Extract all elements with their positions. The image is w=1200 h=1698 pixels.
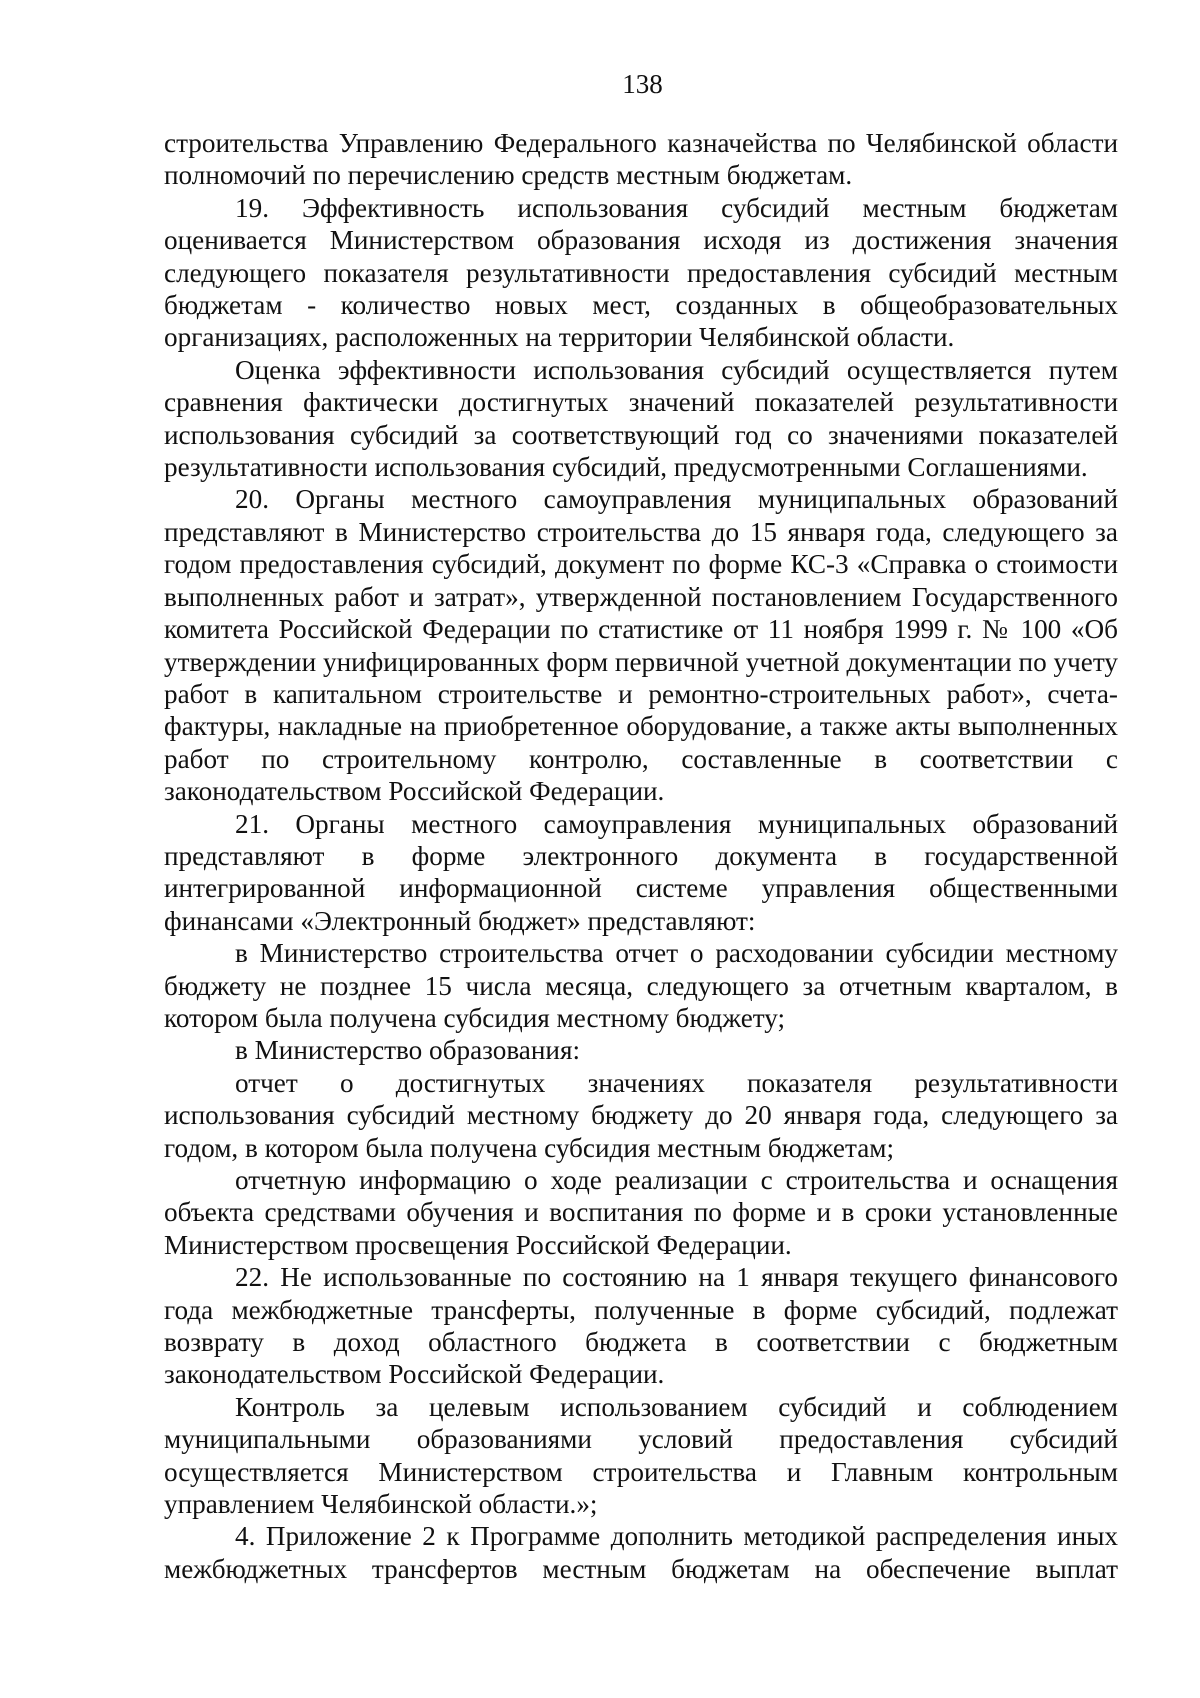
paragraph-p-22: 22. Не использованные по состоянию на 1 января текущего финансового года межбюджетные трансферты, полученные в форме субсидий, подлежат возврату в доход областного бюджета в соответствии с бюджетным законодательством Российской Федерации.	[164, 1262, 1118, 1390]
paragraph-p-19: 19. Эффективность использования субсидий местным бюджетам оценивается Министерством образования исходя из достижения значения следующего показателя результативности предоставления субсидий местным бюджетам - количество новых мест, созданных в общеобразовательных организациях, расположенных на территории Челябинской области.	[164, 192, 1118, 353]
paragraph-p-20: 20. Органы местного самоуправления муниципальных образований представляют в Министерство строительства до 15 января года, следующего за годом предоставления субсидий, документ по форме КС-3 «Справка о стоимости выполненных работ и затрат», утвержденной постановлением Государственного комитета Российской Федерации по статистике от 11 ноября 1999 г. № 100 «Об утверждении унифицированных форм первичной учетной документации по учету работ в капитальном строительстве и ремонтно-строительных работ», счета-фактуры, накладные на приобретенное оборудование, а также акты выполненных работ по строительному контролю, составленные в соответствии с законодательством Российской Федерации.	[164, 484, 1118, 807]
paragraph-p-21-ministry-construction: в Министерство строительства отчет о расходовании субсидии местному бюджету не позднее 15 числа месяца, следующего за отчетным кварталом, в котором была получена субсидия местному бюджету;	[164, 938, 1118, 1033]
paragraph-p-control: Контроль за целевым использованием субсидий и соблюдением муниципальными образованиями условий предоставления субсидий осуществляется Министерством строительства и Главным контрольным управлением Челябинской области.»;	[164, 1391, 1118, 1520]
paragraph-p-21: 21. Органы местного самоуправления муниципальных образований представляют в форме электронного документа в государственной интегрированной информационной системе управления общественными финансами «Электронный бюджет» представляют:	[164, 808, 1118, 936]
paragraph-p-21-info: отчетную информацию о ходе реализации с строительства и оснащения объекта средствами обучения и воспитания по форме и в сроки установленные Министерством просвещения Российской Федерации.	[164, 1165, 1118, 1260]
paragraph-p-continuation: строительства Управлению Федерального казначейства по Челябинской области полномочий по перечислению средств местным бюджетам.	[164, 128, 1118, 191]
page-number: 138	[622, 69, 663, 99]
paragraph-p-19-evaluation: Оценка эффективности использования субсидий осуществляется путем сравнения фактически достигнутых значений показателей результативности использования субсидий за соответствующий год со значениями показателей результативности использования субсидий, предусмотренными Соглашениями.	[164, 354, 1118, 483]
paragraph-p-21-report: отчет о достигнутых значениях показателя результативности использования субсидий местному бюджету до 20 января года, следующего за годом, в котором была получена субсидия местным бюджетам;	[164, 1067, 1118, 1163]
document-body	[164, 127, 1118, 1585]
paragraph-p-4: 4. Приложение 2 к Программе дополнить методикой распределения иных межбюджетных трансфертов местным бюджетам на обеспечение выплат	[164, 1521, 1118, 1584]
paragraph-p-21-ministry-education: в Министерство образования:	[235, 1035, 581, 1066]
